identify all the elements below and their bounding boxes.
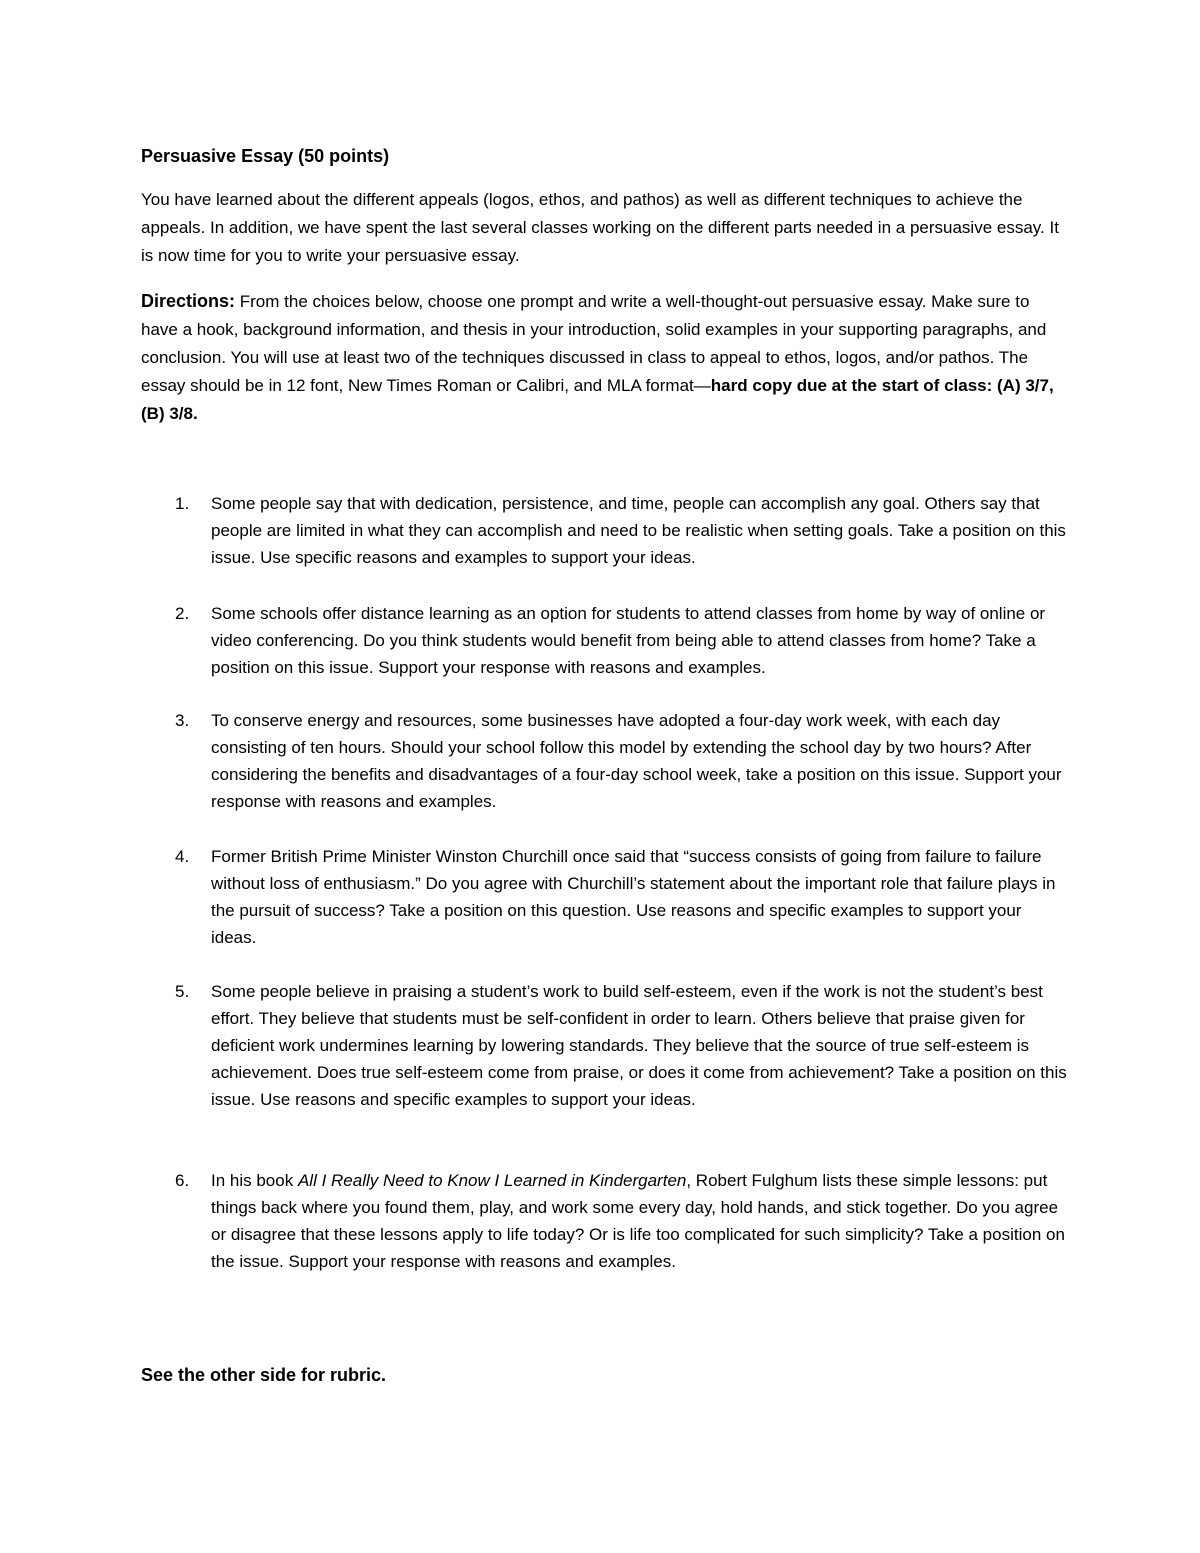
prompt-item-1 xyxy=(175,490,1070,571)
prompt-text: Some schools offer distance learning as an option for students to attend classes from home by way of online or video conferencing. Do you think students would benefit from being able to attend classes from home? Take a position on this issue. Support your response with reasons and examples. xyxy=(211,604,1046,677)
directions-text: From the choices below, choose one prompt and write a well-thought-out persuasive essay. Make sure to have a hook, background information, and thesis in your introduction, solid examples in your supporting paragraphs, and conclusion. You will use at least two of the techniques discussed in class to appeal to ethos, logos, and/or pathos. The essay should be in 12 font, New Times Roman or Calibri, and MLA format— xyxy=(141,292,1047,395)
directions-paragraph xyxy=(141,287,1066,428)
book-title: All I Really Need to Know I Learned in Kindergarten xyxy=(297,1171,687,1190)
rubric-note: See the other side for rubric. xyxy=(141,1365,387,1385)
intro-paragraph: You have learned about the different appeals (logos, ethos, and pathos) as well as different techniques to achieve the appeals. In addition, we have spent the last several classes working on the different parts needed in a persuasive essay. It is now time for you to write your persuasive essay. xyxy=(141,190,1059,265)
prompt-number: 1. xyxy=(175,494,190,513)
page-title: Persuasive Essay (50 points) xyxy=(141,146,390,166)
prompt-number: 2. xyxy=(175,604,190,623)
prompt-item-3 xyxy=(175,707,1070,815)
due-date-text: hard copy due at the start of class: (A) 3/7, (B) 3/8. xyxy=(141,376,1054,423)
prompt-text-pre: In his book xyxy=(211,1171,298,1190)
prompt-item-5 xyxy=(175,978,1070,1113)
prompt-item-2 xyxy=(175,600,1070,681)
prompt-text: To conserve energy and resources, some businesses have adopted a four-day work week, with each day consisting of ten hours. Should your school follow this model by extending the school day by two hours? After considering the benefits and disadvantages of a four-day school week, take a position on this issue. Support your response with reasons and examples. xyxy=(211,711,1062,811)
prompt-text: Some people believe in praising a student’s work to build self-esteem, even if the work is not the student’s best effort. They believe that students must be self-confident in order to learn. Others believe that praise given for deficient work undermines learning by lowering standards. They believe that the source of true self-esteem is achievement. Does true self-esteem come from praise, or does it come from achievement? Take a position on this issue. Use reasons and specific examples to support your ideas. xyxy=(211,982,1067,1109)
prompt-text: Some people say that with dedication, persistence, and time, people can accomplish any goal. Others say that people are limited in what they can accomplish and need to be realistic when setting goals. Take a position on this issue. Use specific reasons and examples to support your ideas. xyxy=(211,494,1066,567)
prompt-number: 3. xyxy=(175,711,190,730)
prompt-item-6 xyxy=(175,1167,1070,1275)
prompt-number: 6. xyxy=(175,1171,190,1190)
prompt-text-post: , Robert Fulghum lists these simple lessons: put things back where you found them, play, and work some every day, hold hands, and stick together. Do you agree or disagree that these lessons apply to life today? Or is life too complicated for such simplicity? Take a position on the issue. Support your response with reasons and examples. xyxy=(211,1171,1065,1271)
prompt-number: 4. xyxy=(175,847,190,866)
directions-label: Directions: xyxy=(141,291,236,311)
prompt-item-4 xyxy=(175,843,1070,951)
prompt-number: 5. xyxy=(175,982,190,1001)
prompt-text: Former British Prime Minister Winston Churchill once said that “success consists of going from failure to failure without loss of enthusiasm.” Do you agree with Churchill’s statement about the important role that failure plays in the pursuit of success? Take a position on this question. Use reasons and specific examples to support your ideas. xyxy=(211,847,1056,947)
prompt-text xyxy=(211,1167,1070,1275)
